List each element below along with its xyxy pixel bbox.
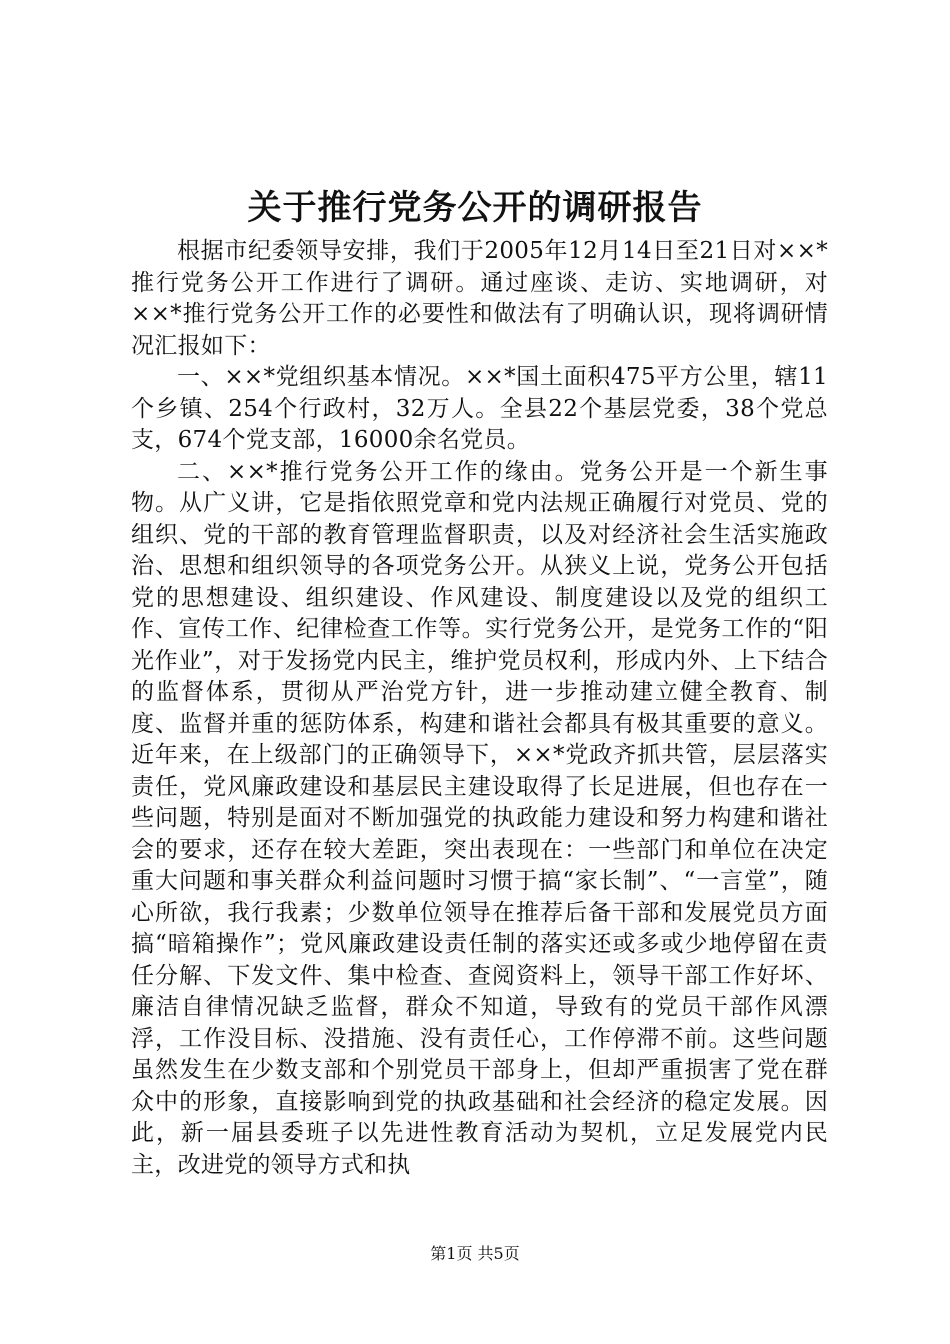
- paragraph-section-2: 二、××*推行党务公开工作的缘由。党务公开是一个新生事物。从广义讲，它是指依照党章和党内法规正确履行对党员、党的组织、党的干部的教育管理监督职责，以及对经济社会生活实施政治、思想和组织领导的各项党务公开。从狭义上说，党务公开包括党的思想建设、组织建设、作风建设、制度建设以及党的组织工作、宣传工作、纪律检查工作等。实行党务公开，是党务工作的“阳光作业”，对于发扬党内民主，维护党员权利，形成内外、上下结合的监督体系，贯彻从严治党方针，进一步推动建立健全教育、制度、监督并重的惩防体系，构建和谐社会都具有极其重要的意义。近年来，在上级部门的正确领导下，××*党政齐抓共管，层层落实责任，党风廉政建设和基层民主建设取得了长足进展，但也存在一些问题，特别是面对不断加强党的执政能力建设和努力构建和谐社会的要求，还存在较大差距，突出表现在：一些部门和单位在决定重大问题和事关群众利益问题时习惯于搞“家长制”、“一言堂”，随心所欲，我行我素；少数单位领导在推荐后备干部和发展党员方面搞“暗箱操作”；党风廉政建设责任制的落实还或多或少地停留在责任分解、下发文件、集中检查、查阅资料上，领导干部工作好坏、廉洁自律情况缺乏监督，群众不知道，导致有的党员干部作风漂浮，工作没目标、没措施、没有责任心，工作停滞不前。这些问题虽然发生在少数支部和个别党员干部身上，但却严重损害了党在群众中的形象，直接影响到党的执政基础和社会经济的稳定发展。因此，新一届县委班子以先进性教育活动为契机，立足发展党内民主，改进党的领导方式和执: [131, 458, 828, 1178]
- page-footer: 第1页 共5页: [430, 1244, 520, 1263]
- document-title: 关于推行党务公开的调研报告: [247, 188, 703, 228]
- paragraph-section-1: 一、××*党组织基本情况。××*国土面积475平方公里，辖11个乡镇、254个行政村，32万人。全县22个基层党委，38个党总支，674个党支部，16000余名党员。: [131, 364, 828, 453]
- paragraph-intro: 根据市纪委领导安排，我们于2005年12月14日至21日对××*推行党务公开工作进行了调研。通过座谈、走访、实地调研，对××*推行党务公开工作的必要性和做法有了明确认识，现将调研情况汇报如下：: [131, 238, 828, 359]
- document-body: [131, 236, 828, 1181]
